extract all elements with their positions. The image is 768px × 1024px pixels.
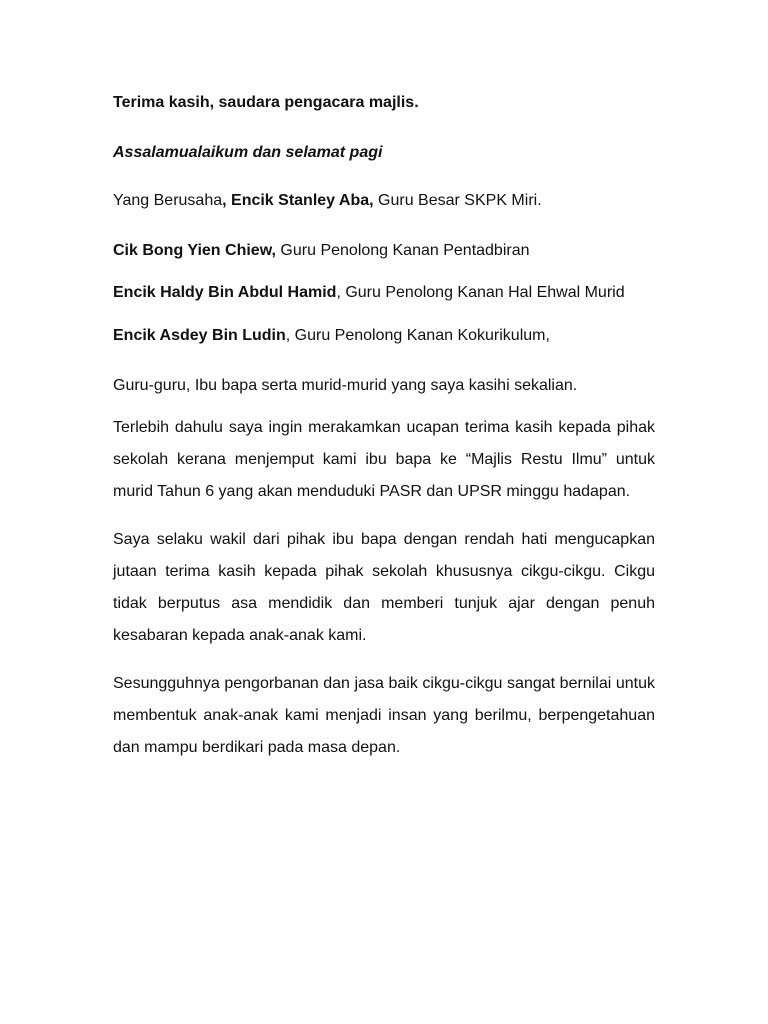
paragraph-gratitude: Saya selaku wakil dari pihak ibu bapa dengan rendah hati mengucapkan jutaan terima kasih kepada pihak sekolah khususnya cikgu-cikgu. Cikgu tidak berputus asa mendidik dan memberi tunjuk ajar dengan penuh kesabaran kepada anak-anak kami. bbox=[113, 531, 655, 644]
guest-name: , Encik Stanley Aba, bbox=[222, 192, 374, 209]
guest-line-headmaster bbox=[113, 190, 655, 211]
guest-prefix: Yang Berusaha bbox=[113, 192, 223, 209]
paragraph-sacrifice: Sesungguhnya pengorbanan dan jasa baik cikgu-cikgu sangat bernilai untuk membentuk anak-anak kami menjadi insan yang berilmu, berpengetahuan dan mampu berdikari pada masa depan. bbox=[113, 675, 655, 756]
guest-line-admin bbox=[113, 240, 655, 261]
audience-line: Guru-guru, Ibu bapa serta murid-murid yang saya kasihi sekalian. bbox=[113, 377, 578, 394]
guest-title: , Guru Penolong Kanan Kokurikulum, bbox=[285, 327, 550, 344]
guest-line-cocurriculum bbox=[113, 325, 655, 346]
guest-line-student-affairs bbox=[113, 277, 655, 309]
guest-title: Guru Penolong Kanan Pentadbiran bbox=[275, 242, 530, 259]
speech-text bbox=[113, 92, 655, 764]
guest-name: Cik Bong Yien Chiew, bbox=[113, 242, 276, 259]
guest-name: Encik Haldy Bin Abdul Hamid bbox=[113, 284, 337, 301]
greeting-line: Terima kasih, saudara pengacara majlis. bbox=[113, 94, 419, 111]
guest-title: , Guru Penolong Kanan Hal Ehwal Murid bbox=[336, 284, 625, 301]
paragraph-thanks: Terlebih dahulu saya ingin merakamkan ucapan terima kasih kepada pihak sekolah kerana menjemput kami ibu bapa ke “Majlis Restu Ilmu” untuk murid Tahun 6 yang akan menduduki PASR dan UPSR minggu hadapan. bbox=[113, 419, 655, 500]
guest-title: Guru Besar SKPK Miri. bbox=[373, 192, 542, 209]
guest-name: Encik Asdey Bin Ludin bbox=[113, 327, 286, 344]
salam-line: Assalamualaikum dan selamat pagi bbox=[113, 144, 383, 161]
